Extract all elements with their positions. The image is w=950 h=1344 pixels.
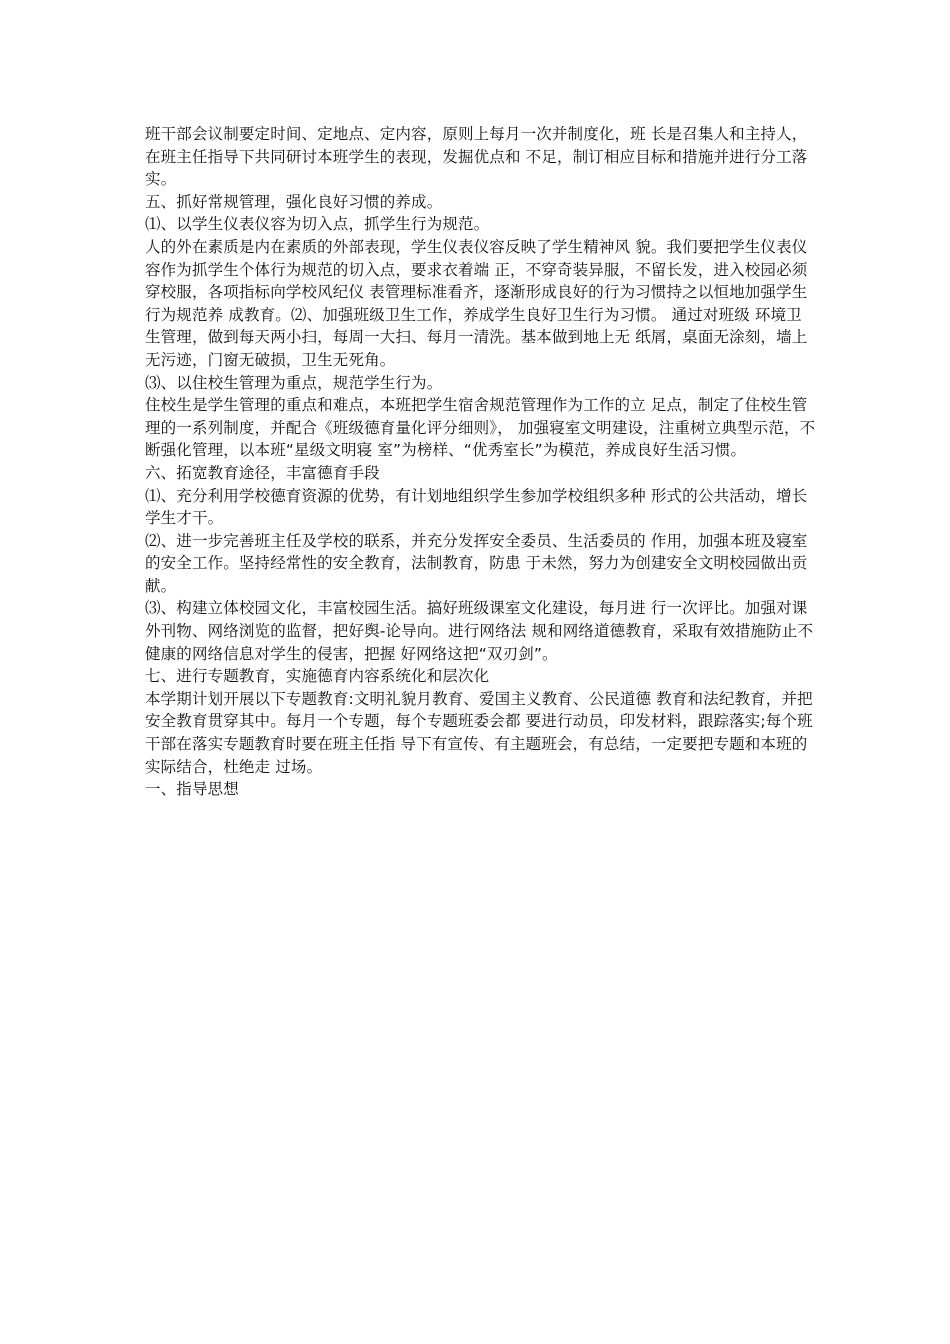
heading-section-five: 五、抓好常规管理，强化良好习惯的养成。 — [145, 192, 443, 211]
heading-section-seven: 七、进行专题教育，实施德育内容系统化和层次化 — [145, 667, 490, 686]
item-campus-culture: ⑶、构建立体校园文化，丰富校园生活。搞好班级课室文化建设，每月进 行一次评比。加强对课外刊物、网络浏览的监督，把好舆-论导向。进行网络法 规和网络道德教育，采取有效措施防止不健康的网络信息对学生的侵害，把握 好网络这把“双刃剑”。 — [145, 599, 814, 663]
heading-section-six: 六、拓宽教育途径，丰富德育手段 — [145, 463, 380, 482]
item-school-resources: ⑴、充分利用学校德育资源的优势，有计划地组织学生参加学校组织多种 形式的公共活动，增长学生才干。 — [145, 486, 808, 528]
paragraph-appearance-hygiene: 人的外在素质是内在素质的外部表现，学生仪表仪容反映了学生精神风 貌。我们要把学生仪表仪容作为抓学生个体行为规范的切入点，要求衣着端 正，不穿奇装异服，不留长发，进入校园必须穿校服，各项指标向学校风纪仪 表管理标准看齐，逐渐形成良好的行为习惯持之以恒地加强学生行为规范养 成教育。⑵、加强班级卫生工作，养成学生良好卫生行为习惯。 通过对班级 环境卫生管理，做到每天两小扫，每周一大扫、每月一清洗。基本做到地上无 纸屑，桌面无涂刻，墙上无污迹，门窗无破损，卫生无死角。 — [145, 237, 808, 369]
paragraph-thematic-education: 本学期计划开展以下专题教育:文明礼貌月教育、爱国主义教育、公民道德 教育和法纪教育，并把安全教育贯穿其中。每月一个专题，每个专题班委会都 要进行动员，印发材料，跟踪落实;每个班干部在落实专题教育时要在班主任指 导下有宣传、有主题班会，有总结，一定要把专题和本班的实际结合，杜绝走 过场。 — [145, 689, 813, 776]
document-body — [145, 123, 817, 801]
item-safety-work: ⑵、进一步完善班主任及学校的联系，并充分发挥安全委员、生活委员的 作用，加强本班及寝室的安全工作。坚持经常性的安全教育，法制教育，防患 于未然，努力为创建安全文明校园做出贡献。 — [145, 531, 808, 595]
heading-guiding-thought: 一、指导思想 — [145, 780, 239, 799]
subheading-appearance: ⑴、以学生仪表仪容为切入点，抓学生行为规范。 — [145, 215, 490, 234]
paragraph-class-committee-meeting: 班干部会议制要定时间、定地点、定内容，原则上每月一次并制度化，班 长是召集人和主持人，在班主任指导下共同研讨本班学生的表现，发掘优点和 不足，制订相应目标和措施并进行分工落实。 — [145, 125, 808, 189]
subheading-boarding-students: ⑶、以住校生管理为重点，规范学生行为。 — [145, 373, 443, 392]
paragraph-boarding-students: 住校生是学生管理的重点和难点，本班把学生宿舍规范管理作为工作的立 足点，制定了住校生管理的一系列制度，并配合《班级德育量化评分细则》， 加强寝室文明建设，注重树立典型示范，不断强化管理，以本班“星级文明寝 室”为榜样、“优秀室长”为模范，养成良好生活习惯。 — [145, 396, 816, 460]
